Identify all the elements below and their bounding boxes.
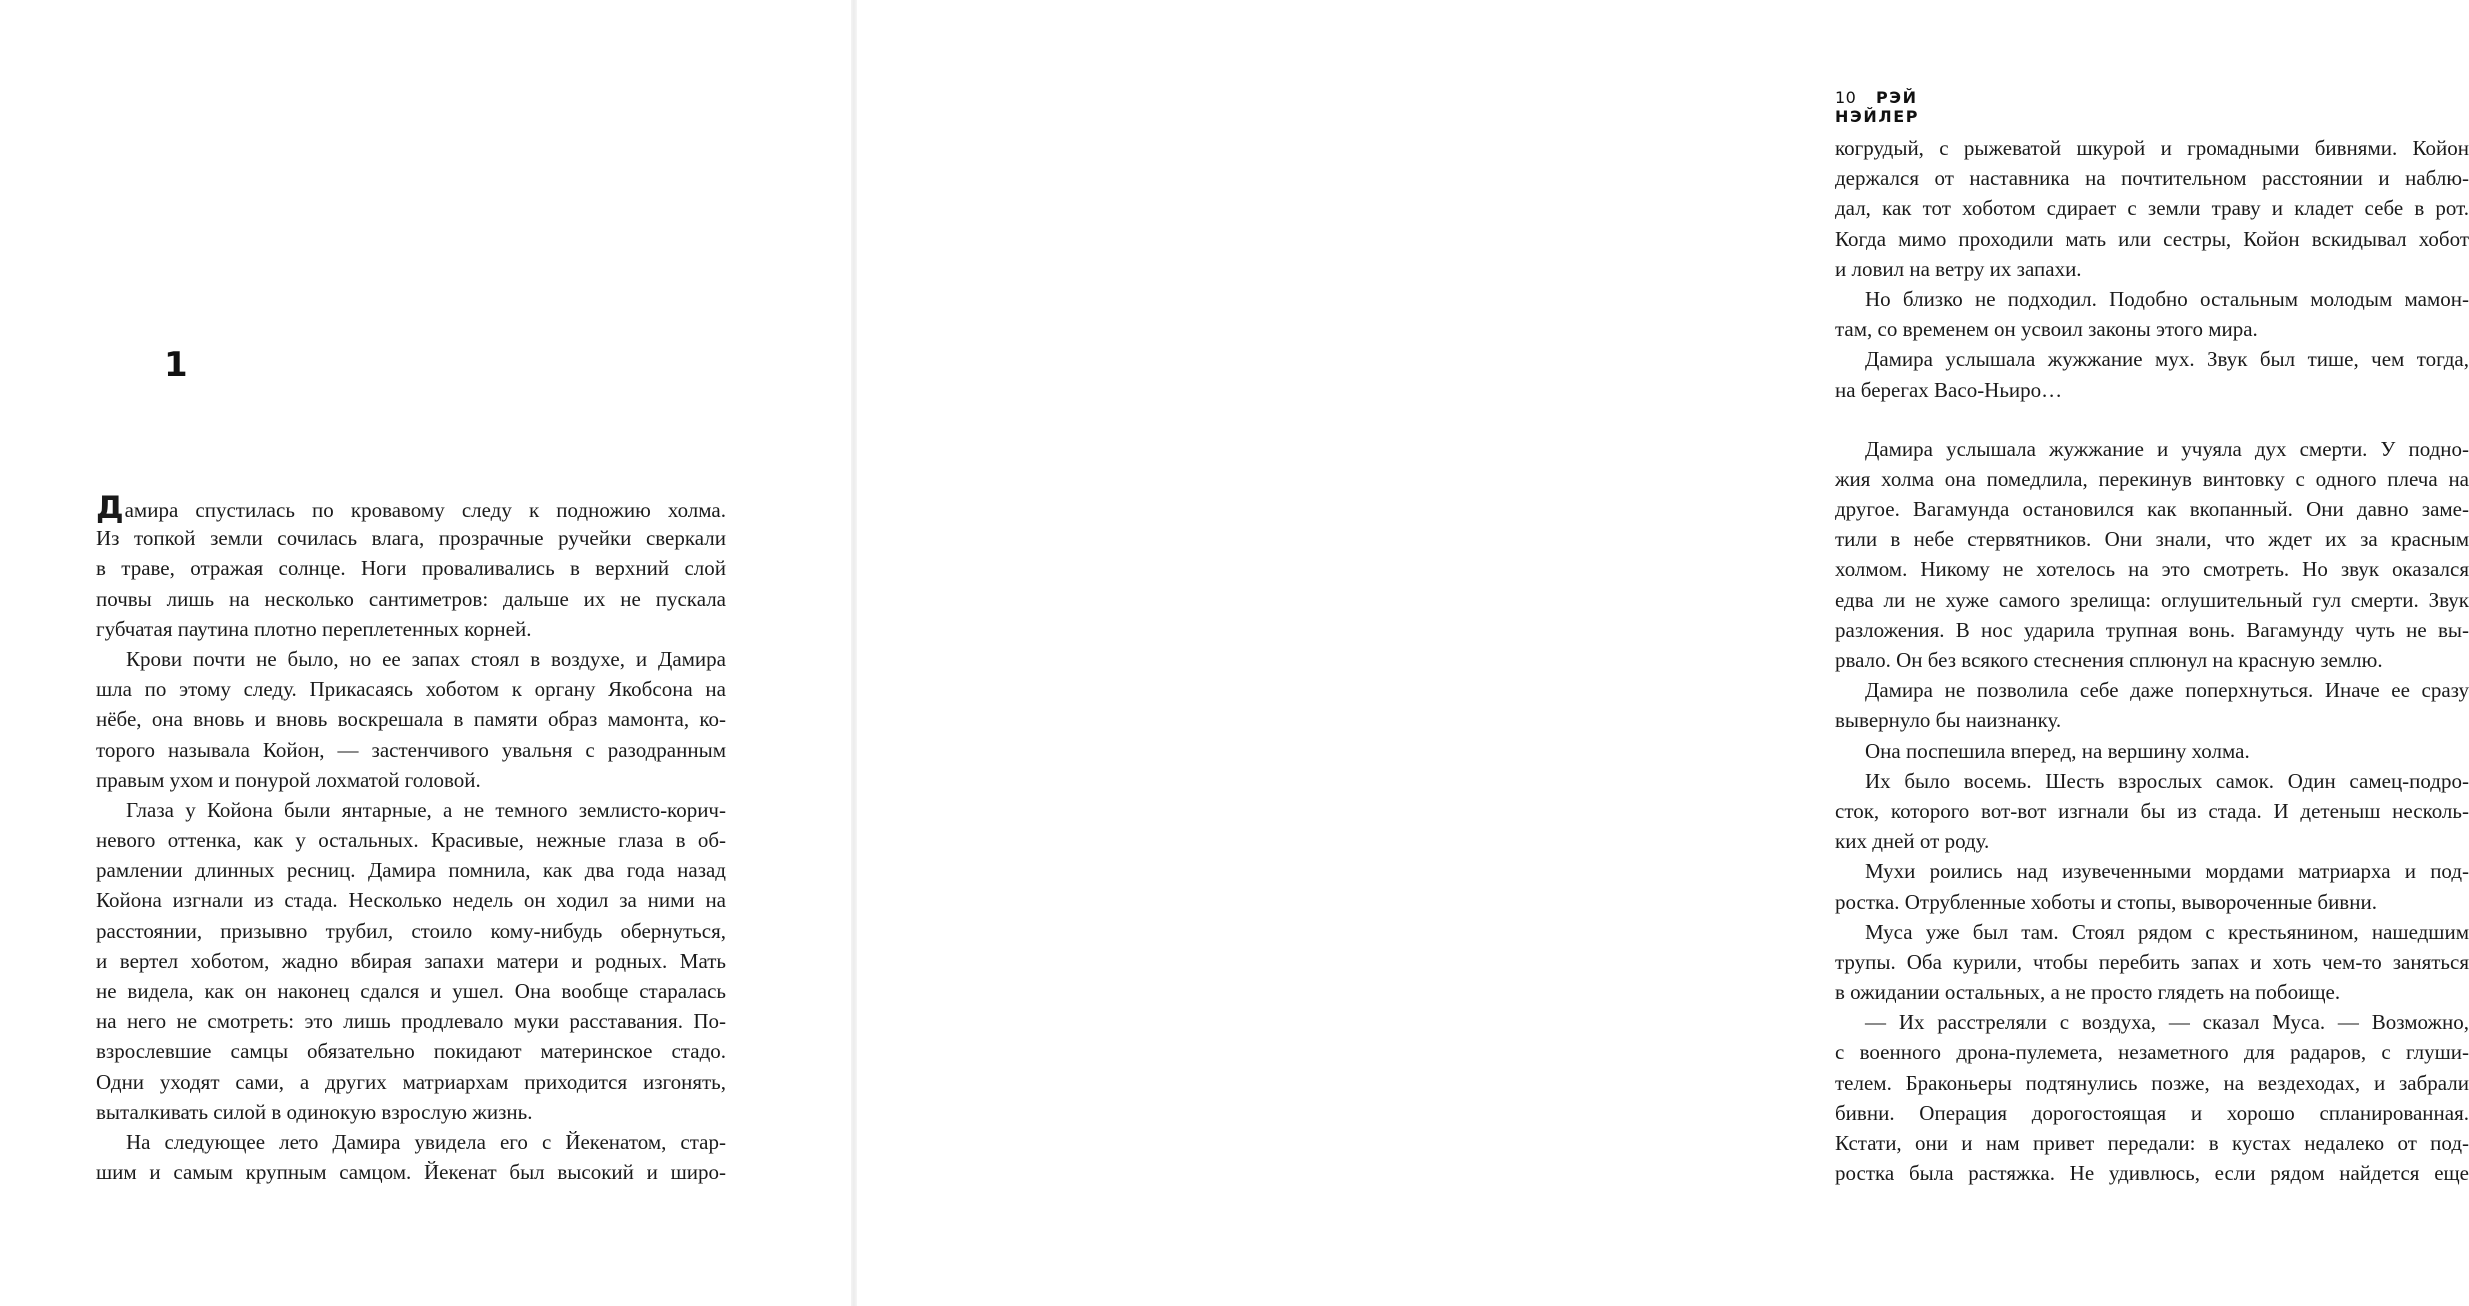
line-text: Крови почти не было, но ее запах стоял в воздухе, и Дамира bbox=[126, 646, 726, 671]
line-text: ростка была растяжка. Не удивлюсь, если рядом найдется еще bbox=[1835, 1161, 2469, 1186]
line-text: трупы. Оба курили, чтобы перебить запах и хоть чем-то заняться bbox=[1835, 949, 2469, 974]
text-line bbox=[1835, 375, 2469, 405]
line-text: и ловил на ветру их запахи. bbox=[1835, 256, 2082, 281]
text-line bbox=[96, 1157, 726, 1187]
line-text: и вертел хоботом, жадно вбирая запахи матери и родных. Мать bbox=[96, 948, 726, 973]
section-break bbox=[1835, 405, 2469, 434]
text-line bbox=[1835, 887, 2469, 917]
line-text: Из топкой земли сочилась влага, прозрачные ручейки сверкали bbox=[96, 526, 726, 551]
line-text: Дамира не позволила себе даже поперхнуться. Иначе ее сразу bbox=[1865, 678, 2469, 703]
text-line bbox=[1835, 1007, 2469, 1037]
left-page bbox=[0, 0, 851, 1306]
text-line bbox=[1835, 947, 2469, 977]
line-text: рвало. Он без всякого стеснения сплюнул на красную землю. bbox=[1835, 648, 2383, 672]
line-text: ростка. Отрубленные хоботы и стопы, вывороченные бивни. bbox=[1835, 889, 2377, 914]
text-line bbox=[1835, 1128, 2469, 1158]
text-line bbox=[96, 765, 726, 795]
text-line bbox=[1835, 705, 2469, 735]
text-line bbox=[96, 1097, 726, 1127]
text-line bbox=[96, 1036, 726, 1066]
line-text: шим и самым крупным самцом. Йекенат был высокий и широ- bbox=[96, 1160, 726, 1185]
text-line bbox=[1835, 1098, 2469, 1128]
line-text: ких дней от роду. bbox=[1835, 829, 1990, 854]
line-text: торого называла Койон, — застенчивого увальня с разодранным bbox=[96, 737, 726, 762]
line-text: когрудый, с рыжеватой шкурой и громадными бивнями. Койон bbox=[1835, 136, 2469, 160]
text-line bbox=[1835, 284, 2469, 314]
line-text: почвы лишь на несколько сантиметров: дальше их не пускала bbox=[96, 586, 726, 611]
line-text: холмом. Никому не хотелось на это смотреть. Но звук оказался bbox=[1835, 557, 2469, 582]
text-line bbox=[96, 825, 726, 855]
text-line bbox=[1835, 193, 2469, 223]
text-line bbox=[1835, 1068, 2469, 1098]
line-text: Муса уже был там. Стоял рядом с крестьянином, нашедшим bbox=[1865, 919, 2469, 944]
text-line bbox=[96, 885, 726, 915]
text-line bbox=[96, 916, 726, 946]
line-text: Дамира услышала жужжание мух. Звук был тише, чем тогда, bbox=[1865, 347, 2469, 372]
line-text: рамлении длинных ресниц. Дамира помнила, как два года назад bbox=[96, 858, 726, 883]
line-text: расстоянии, призывно трубил, стоило кому-нибудь обернуться, bbox=[96, 918, 726, 943]
text-line bbox=[96, 674, 726, 704]
line-text: на него не смотреть: это лишь продлевало муки расставания. По- bbox=[96, 1009, 726, 1034]
left-page-body bbox=[96, 490, 726, 1187]
text-line bbox=[96, 553, 726, 583]
line-text: едва ли не хуже самого зрелища: оглушительный гул смерти. Звук bbox=[1835, 587, 2469, 612]
text-line bbox=[96, 523, 726, 553]
line-text: Одни уходят сами, а других матриархам приходится изгонять, bbox=[96, 1069, 726, 1094]
right-page bbox=[857, 0, 2469, 1306]
text-line bbox=[1835, 977, 2469, 1007]
line-text: в траве, отражая солнце. Ноги проваливались в верхний слой bbox=[96, 556, 726, 581]
line-text: Но близко не подходил. Подобно остальным молодым мамон- bbox=[1865, 286, 2469, 311]
text-line bbox=[1835, 1158, 2469, 1188]
text-line bbox=[1835, 254, 2469, 284]
line-text: бивни. Операция дорогостоящая и хорошо спланированная. bbox=[1835, 1100, 2469, 1125]
line-text: амира спустилась по кровавому следу к подножию холма. bbox=[124, 498, 726, 522]
text-line bbox=[1835, 464, 2469, 494]
drop-cap: Д bbox=[96, 490, 124, 526]
line-text: Когда мимо проходили мать или сестры, Койон вскидывал хобот bbox=[1835, 226, 2469, 251]
text-line bbox=[1835, 524, 2469, 554]
text-line bbox=[1835, 344, 2469, 374]
text-line bbox=[96, 490, 726, 526]
line-text: тили в небе стервятников. Они знали, что ждет их за красным bbox=[1835, 527, 2469, 552]
text-line bbox=[1835, 434, 2469, 464]
line-text: с военного дрона-пулемета, незаметного для радаров, с глуши- bbox=[1835, 1040, 2469, 1065]
text-line bbox=[1835, 796, 2469, 826]
text-line bbox=[1835, 917, 2469, 947]
text-line bbox=[96, 976, 726, 1006]
text-line bbox=[1835, 826, 2469, 856]
chapter-number: 1 bbox=[164, 345, 188, 385]
line-text: другое. Вагамунда остановился как вкопанный. Они давно заме- bbox=[1835, 497, 2469, 522]
line-text: сток, которого вот-вот изгнали бы из стада. И детеныш несколь- bbox=[1835, 798, 2469, 823]
line-text: не видела, как он наконец сдался и ушел. Она вообще старалась bbox=[96, 979, 726, 1003]
text-line bbox=[96, 795, 726, 825]
text-line bbox=[1835, 314, 2469, 344]
line-text: Мухи роились над изувеченными мордами матриарха и под- bbox=[1865, 859, 2469, 884]
line-text: губчатая паутина плотно переплетенных корней. bbox=[96, 616, 532, 641]
text-line bbox=[1835, 133, 2469, 163]
line-text: правым ухом и понурой лохматой головой. bbox=[96, 767, 481, 792]
line-text: Их было восемь. Шесть взрослых самок. Один самец-подро- bbox=[1865, 768, 2469, 793]
line-text: шла по этому следу. Прикасаясь хоботом к органу Якобсона на bbox=[96, 677, 726, 702]
text-line bbox=[1835, 675, 2469, 705]
line-text: Глаза у Койона были янтарные, а не темного землисто-корич- bbox=[126, 797, 726, 822]
text-line bbox=[1835, 224, 2469, 254]
line-text: нёбе, она вновь и вновь воскрешала в памяти образ мамонта, ко- bbox=[96, 707, 726, 732]
text-line bbox=[1835, 585, 2469, 615]
right-page-body bbox=[1835, 133, 2469, 1188]
text-line bbox=[96, 704, 726, 734]
line-text: взрослевшие самцы обязательно покидают материнское стадо. bbox=[96, 1039, 726, 1064]
text-line bbox=[96, 614, 726, 644]
text-line bbox=[96, 1067, 726, 1097]
text-line bbox=[1835, 1037, 2469, 1067]
line-text: жия холма она помедлила, перекинув винтовку с одного плеча на bbox=[1835, 466, 2469, 491]
line-text: — Их расстреляли с воздуха, — сказал Муса. — Возможно, bbox=[1865, 1010, 2469, 1035]
line-text: Кстати, они и нам привет передали: в кустах недалеко от под- bbox=[1835, 1131, 2469, 1155]
line-text: там, со временем он усвоил законы этого мира. bbox=[1835, 317, 2258, 342]
text-line bbox=[1835, 766, 2469, 796]
line-text: дал, как тот хоботом сдирает с земли траву и кладет себе в рот. bbox=[1835, 196, 2469, 221]
text-line bbox=[96, 735, 726, 765]
page-number: 10 bbox=[1835, 88, 1857, 107]
line-text: выталкивать силой в одинокую взрослую жизнь. bbox=[96, 1099, 533, 1124]
running-head-author: РЭЙ НЭЙЛЕР bbox=[1835, 88, 1920, 126]
line-text: телем. Браконьеры подтянулись позже, на вездеходах, и забрали bbox=[1835, 1070, 2469, 1095]
line-text: Дамира услышала жужжание и учуяла дух смерти. У подно- bbox=[1865, 436, 2469, 461]
text-line bbox=[1835, 645, 2469, 675]
text-line bbox=[96, 644, 726, 674]
text-line bbox=[1835, 554, 2469, 584]
text-line bbox=[96, 1006, 726, 1036]
text-line bbox=[96, 946, 726, 976]
line-text: вывернуло бы наизнанку. bbox=[1835, 708, 2062, 733]
text-line bbox=[96, 1127, 726, 1157]
line-text: невого оттенка, как у остальных. Красивые, нежные глаза в об- bbox=[96, 828, 726, 853]
text-line bbox=[96, 584, 726, 614]
line-text: разложения. В нос ударила трупная вонь. Вагамунду чуть не вы- bbox=[1835, 617, 2469, 642]
line-text: на берегах Васо-Ньиро… bbox=[1835, 377, 2063, 402]
line-text: в ожидании остальных, а не просто глядеть на побоище. bbox=[1835, 980, 2341, 1005]
running-head bbox=[1835, 88, 1919, 126]
text-line bbox=[1835, 163, 2469, 193]
text-line bbox=[1835, 615, 2469, 645]
line-text: держался от наставника на почтительном расстоянии и наблю- bbox=[1835, 166, 2469, 191]
text-line bbox=[1835, 856, 2469, 886]
text-line bbox=[96, 855, 726, 885]
text-line bbox=[1835, 736, 2469, 766]
text-line bbox=[1835, 494, 2469, 524]
line-text: На следующее лето Дамира увидела его с Йекенатом, стар- bbox=[126, 1129, 726, 1154]
line-text: Она поспешила вперед, на вершину холма. bbox=[1865, 738, 2250, 763]
line-text: Койона изгнали из стада. Несколько недель он ходил за ними на bbox=[96, 888, 726, 913]
